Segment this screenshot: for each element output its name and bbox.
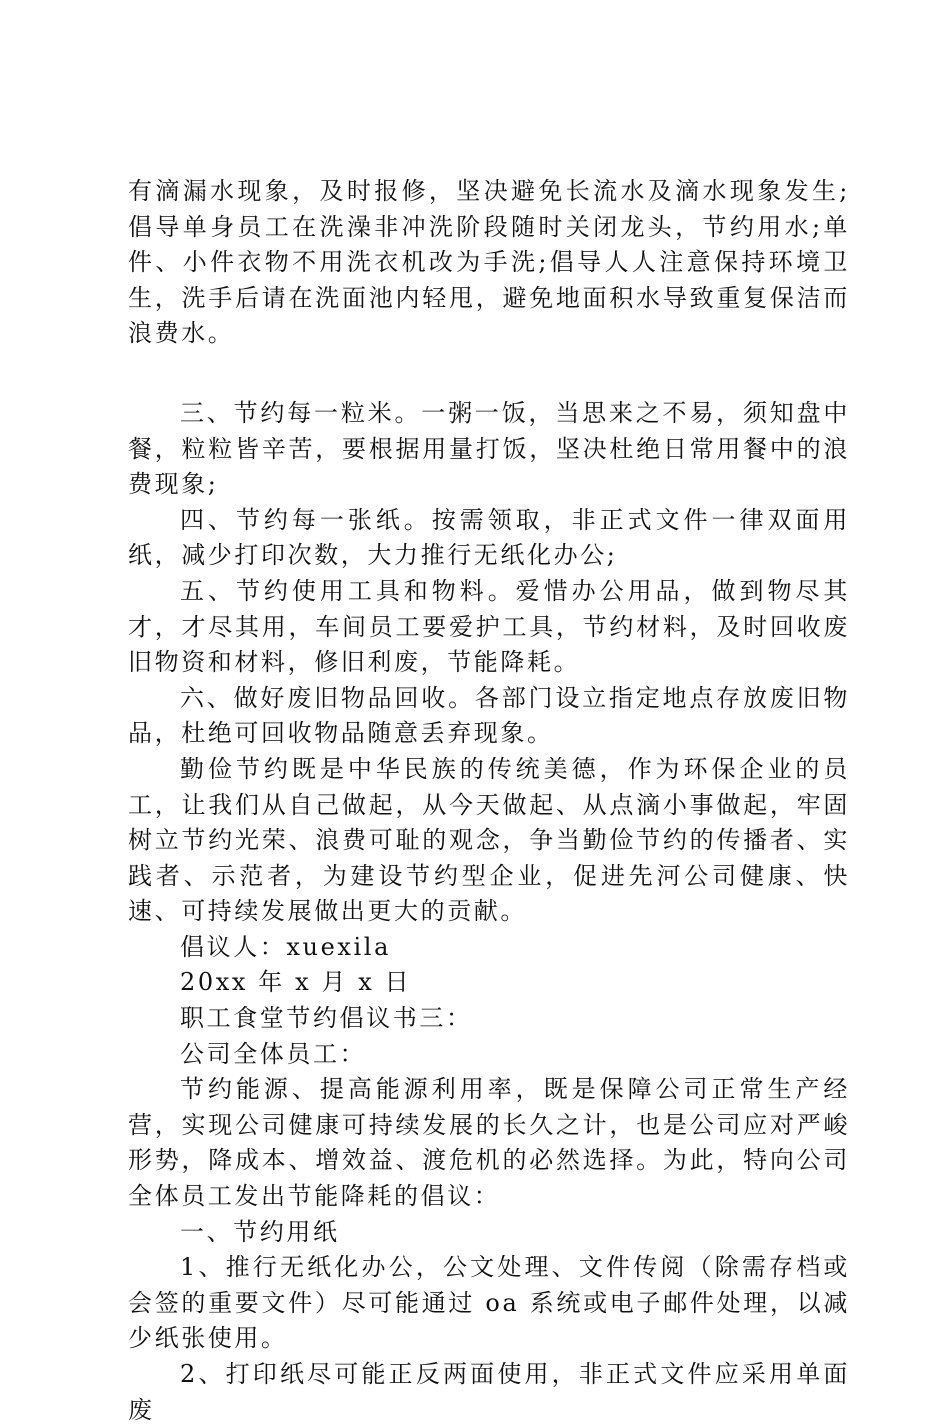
paragraph-thrift-conclusion: 勤俭节约既是中华民族的传统美德，作为环保企业的员工，让我们从自己做起，从今天做起、从点滴小事做起，牢固树立节约光荣、浪费可耻的观念，争当勤俭节约的传播者、实践者、示范者，为建设节约型企业，促进先河公司健康、快速、可持续发展做出更大的贡献。 <box>128 754 850 926</box>
paragraph-save-rice: 三、节约每一粒米。一粥一饭，当思来之不易，须知盘中餐，粒粒皆辛苦，要根据用量打饭，坚决杜绝日常用餐中的浪费现象; <box>128 398 850 499</box>
paragraph-recycling: 六、做好废旧物品回收。各部门设立指定地点存放废旧物品，杜绝可回收物品随意丢弃现象。 <box>128 683 850 748</box>
document-date: 20xx 年 x 月 x 日 <box>180 968 412 997</box>
paragraph-energy-intro: 节约能源、提高能源利用率，既是保障公司正常生产经营，实现公司健康可持续发展的长久之计，也是公司应对严峻形势，降成本、增效益、渡危机的必然选择。为此，特向公司全体员工发出节能降耗的倡议： <box>128 1075 850 1211</box>
salutation: 公司全体员工： <box>180 1039 367 1068</box>
document-body <box>128 174 850 1428</box>
heading-save-paper: 一、节约用纸 <box>180 1217 340 1246</box>
section-title: 职工食堂节约倡议书三： <box>180 1004 473 1033</box>
paragraph-double-sided-printing: 2、打印纸尽可能正反两面使用，非正式文件应采用单面废 <box>128 1360 850 1424</box>
paragraph-save-paper: 四、节约每一张纸。按需领取，非正式文件一律双面用纸，减少打印次数，大力推行无纸化办公; <box>128 505 850 570</box>
paragraph-gap <box>128 352 850 396</box>
paragraph-water-saving: 有滴漏水现象，及时报修，坚决避免长流水及滴水现象发生;倡导单身员工在洗澡非冲洗阶段随时关闭龙头，节约用水;单件、小件衣物不用洗衣机改为手洗;倡导人人注意保持环境卫生，洗手后请在洗面池内轻甩，避免地面积水导致重复保洁而浪费水。 <box>128 177 850 348</box>
initiator-signature: 倡议人：xuexila <box>180 932 391 961</box>
paragraph-paperless-office: 1、推行无纸化办公，公文处理、文件传阅（除需存档或会签的重要文件）尽可能通过 oa 系统或电子邮件处理，以减少纸张使用。 <box>128 1253 850 1353</box>
paragraph-save-tools: 五、节约使用工具和物料。爱惜办公用品，做到物尽其才，才尽其用，车间员工要爱护工具，节约材料，及时回收废旧物资和材料，修旧利废，节能降耗。 <box>128 576 850 677</box>
